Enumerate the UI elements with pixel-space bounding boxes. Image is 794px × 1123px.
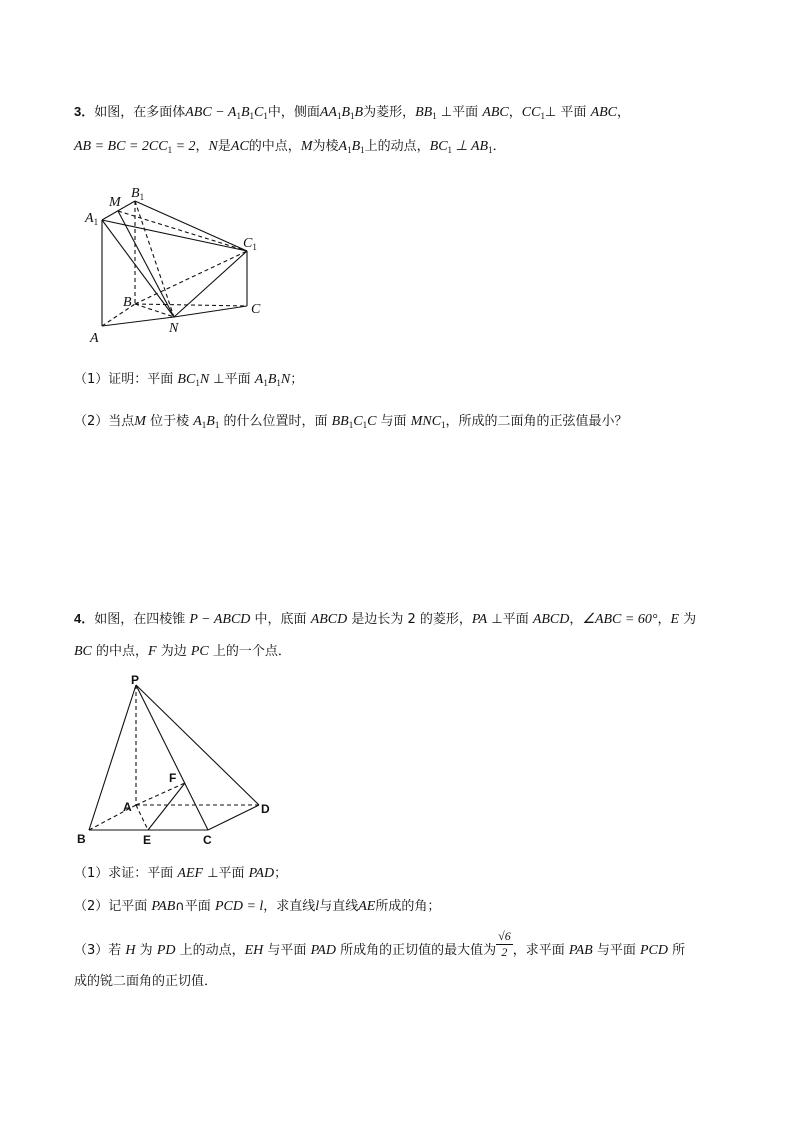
- math: PAD: [310, 943, 336, 958]
- math: ∠ABC = 60°: [582, 612, 658, 627]
- math: B: [206, 414, 215, 429]
- math: ABC: [590, 105, 618, 120]
- edge-cd: [208, 805, 259, 830]
- math: AB = BC = 2CC: [74, 139, 168, 154]
- problem-4-question-3: [74, 929, 686, 966]
- label-n: N: [169, 321, 179, 336]
- text: 所成的角；: [375, 899, 441, 914]
- subscript: 1: [195, 378, 200, 388]
- label-b: B: [77, 832, 86, 846]
- math: = 2: [172, 139, 196, 154]
- math: N: [208, 139, 218, 154]
- subscript: 1: [347, 145, 352, 155]
- text: 与直线: [319, 899, 359, 914]
- text: 如图，在四棱锥: [94, 612, 190, 627]
- math: E: [670, 612, 680, 627]
- text: ，所成的二面角的正弦值最小？: [445, 414, 628, 429]
- math: CC: [521, 105, 541, 120]
- fraction-denominator: 2: [501, 945, 508, 959]
- math: l: [315, 899, 320, 914]
- text: 上的动点，: [364, 139, 430, 154]
- text: ，: [569, 612, 583, 627]
- problem-3-statement-line-2: [74, 138, 506, 159]
- math: AB: [470, 139, 489, 154]
- label-a1: $A_1$: [85, 211, 99, 227]
- math: ABCD: [532, 612, 570, 627]
- subscript: 1: [348, 420, 354, 430]
- subscript: 1: [214, 420, 220, 430]
- edge-ae-hidden: [136, 805, 148, 830]
- math: PAB: [151, 899, 176, 914]
- math: H: [125, 943, 136, 958]
- subscript: 1: [263, 111, 268, 121]
- problem-4-statement-line-1: [74, 610, 696, 629]
- text: 与面: [376, 414, 411, 429]
- label-d: D: [261, 802, 270, 816]
- problem-4-question-1: [74, 865, 287, 883]
- text: ⊥ 平面: [544, 105, 591, 120]
- math: B: [267, 372, 277, 387]
- text: 证明：平面: [108, 372, 178, 387]
- math: PAB: [568, 943, 593, 958]
- math: BB: [415, 105, 433, 120]
- math: l: [259, 899, 264, 914]
- math: B: [240, 105, 250, 120]
- label-c: C: [203, 833, 212, 847]
- pyramid-figure: [75, 672, 285, 847]
- text: 成的锐二面角的正切值．: [74, 974, 218, 989]
- math: PAD: [248, 866, 275, 881]
- subscript: 1: [236, 111, 241, 121]
- subscript: 1: [167, 145, 173, 155]
- math: BC: [177, 372, 196, 387]
- edge-pc: [136, 685, 208, 830]
- text: 为边: [156, 644, 191, 659]
- math: N: [199, 372, 210, 387]
- math: N: [280, 372, 291, 387]
- subscript: 1: [488, 145, 493, 155]
- math: B: [341, 105, 351, 120]
- math: BC: [429, 139, 448, 154]
- text: ，: [617, 105, 631, 120]
- text: 如图，在多面体: [94, 105, 186, 120]
- edge-pd: [136, 685, 259, 805]
- edge-a1c1: [102, 220, 247, 251]
- problem-4-question-2: [74, 898, 440, 916]
- text: 上的一个点．: [208, 644, 291, 659]
- problem-4-question-3-continued: [74, 973, 217, 991]
- subscript: 1: [360, 145, 365, 155]
- math: PCD: [214, 899, 243, 914]
- subscript: 1: [362, 420, 368, 430]
- subscript: 1: [249, 111, 254, 121]
- problem-number: 3．: [74, 104, 95, 119]
- fraction: [496, 929, 513, 960]
- question-index: （2）: [74, 899, 109, 914]
- fraction-numerator: √6: [498, 929, 511, 943]
- math: B: [351, 139, 361, 154]
- problem-3-question-1: [74, 371, 303, 392]
- text: ；: [290, 372, 304, 387]
- subscript: 1: [447, 145, 453, 155]
- label-a: A: [90, 331, 99, 346]
- text: ，: [657, 612, 671, 627]
- label-b1: $B_1$: [131, 186, 145, 202]
- text: ∩平面: [175, 899, 215, 914]
- text: 为: [135, 943, 157, 958]
- edge-af-hidden: [136, 783, 185, 805]
- edge-mc1-hidden: [118, 211, 247, 251]
- math: BC: [74, 644, 92, 659]
- problem-3-statement-line-1: [74, 103, 630, 125]
- text: ⊥平面: [203, 866, 249, 881]
- text: 为棱: [312, 139, 339, 154]
- polyhedron-figure: [85, 180, 285, 350]
- text: 为: [679, 612, 697, 627]
- text: 上的动点，: [175, 943, 245, 958]
- math: =: [242, 899, 260, 914]
- text: ，求平面: [512, 943, 569, 958]
- subscript: 1: [276, 378, 281, 388]
- edge-bc1-hidden: [135, 251, 247, 304]
- math: MNC: [410, 414, 442, 429]
- math: M: [134, 414, 146, 429]
- edge-ef: [148, 783, 185, 830]
- math: PCD: [639, 943, 668, 958]
- text: 是边长为 2 的菱形，: [347, 612, 472, 627]
- subscript: 1: [350, 111, 355, 121]
- question-index: （2）: [74, 414, 109, 429]
- edge-an: [102, 317, 174, 326]
- math: ABCD: [310, 612, 348, 627]
- math: AEF: [177, 866, 204, 881]
- label-p: P: [131, 673, 140, 687]
- label-m: M: [109, 195, 121, 210]
- math: C: [353, 414, 363, 429]
- text: 求证：平面: [108, 866, 178, 881]
- text: 所成角的正切值的最大值为: [335, 943, 497, 958]
- subscript: 1: [432, 111, 437, 121]
- text: ．: [492, 139, 506, 154]
- label-b: B: [123, 295, 132, 310]
- text: ；: [274, 866, 288, 881]
- text: 与平面: [592, 943, 640, 958]
- problem-3-question-2: [74, 413, 628, 434]
- math: PA: [471, 612, 488, 627]
- math: AC: [230, 139, 249, 154]
- math: C: [254, 105, 264, 120]
- text: 是: [217, 139, 231, 154]
- math: F: [148, 644, 157, 659]
- label-e: E: [143, 833, 152, 847]
- subscript: 1: [201, 420, 207, 430]
- text: 当点: [108, 414, 135, 429]
- math: A: [338, 139, 348, 154]
- label-c: C: [251, 302, 261, 317]
- math: A: [193, 414, 202, 429]
- text: 的什么位置时，面: [219, 414, 332, 429]
- math: C: [367, 414, 377, 429]
- math: P − ABCD: [189, 612, 251, 627]
- math: AE: [358, 899, 376, 914]
- edge-bc-hidden: [135, 304, 247, 306]
- subscript: 1: [540, 111, 545, 121]
- subscript: 1: [263, 378, 268, 388]
- text: 的中点，: [91, 644, 149, 659]
- math: PC: [190, 644, 209, 659]
- label-c1: $C_1$: [243, 236, 257, 252]
- text: 的中点，: [248, 139, 301, 154]
- text: ⊥平面: [209, 372, 255, 387]
- text: ，: [508, 105, 522, 120]
- question-index: （1）: [74, 866, 109, 881]
- label-f: F: [169, 771, 177, 785]
- subscript: 1: [441, 420, 446, 430]
- text: ，求直线: [263, 899, 316, 914]
- problem-number: 4．: [74, 611, 95, 626]
- math: BB: [331, 414, 349, 429]
- text: 记平面: [108, 899, 152, 914]
- text: 为菱形，: [363, 105, 416, 120]
- text: ，: [195, 139, 209, 154]
- text: 所: [667, 943, 686, 958]
- math: ABC: [482, 105, 509, 120]
- question-index: （1）: [74, 372, 109, 387]
- math: ⊥: [452, 139, 471, 154]
- text: ⊥平面: [487, 612, 533, 627]
- math: B: [354, 105, 364, 120]
- text: 位于棱: [145, 414, 194, 429]
- math: ABC − A: [185, 105, 237, 120]
- problem-4-statement-line-2: [74, 643, 291, 661]
- math: M: [300, 139, 313, 154]
- subscript: 1: [336, 111, 342, 121]
- text: 中，底面: [250, 612, 311, 627]
- label-a: A: [123, 800, 132, 814]
- text: ⊥平面: [436, 105, 483, 120]
- math: EH: [244, 943, 264, 958]
- math: AA: [319, 105, 337, 120]
- question-index: （3）: [74, 943, 109, 958]
- text: 若: [108, 943, 126, 958]
- text: 中，侧面: [267, 105, 320, 120]
- math: A: [254, 372, 264, 387]
- edge-b1c1: [135, 201, 247, 251]
- math: PD: [156, 943, 176, 958]
- text: 与平面: [263, 943, 311, 958]
